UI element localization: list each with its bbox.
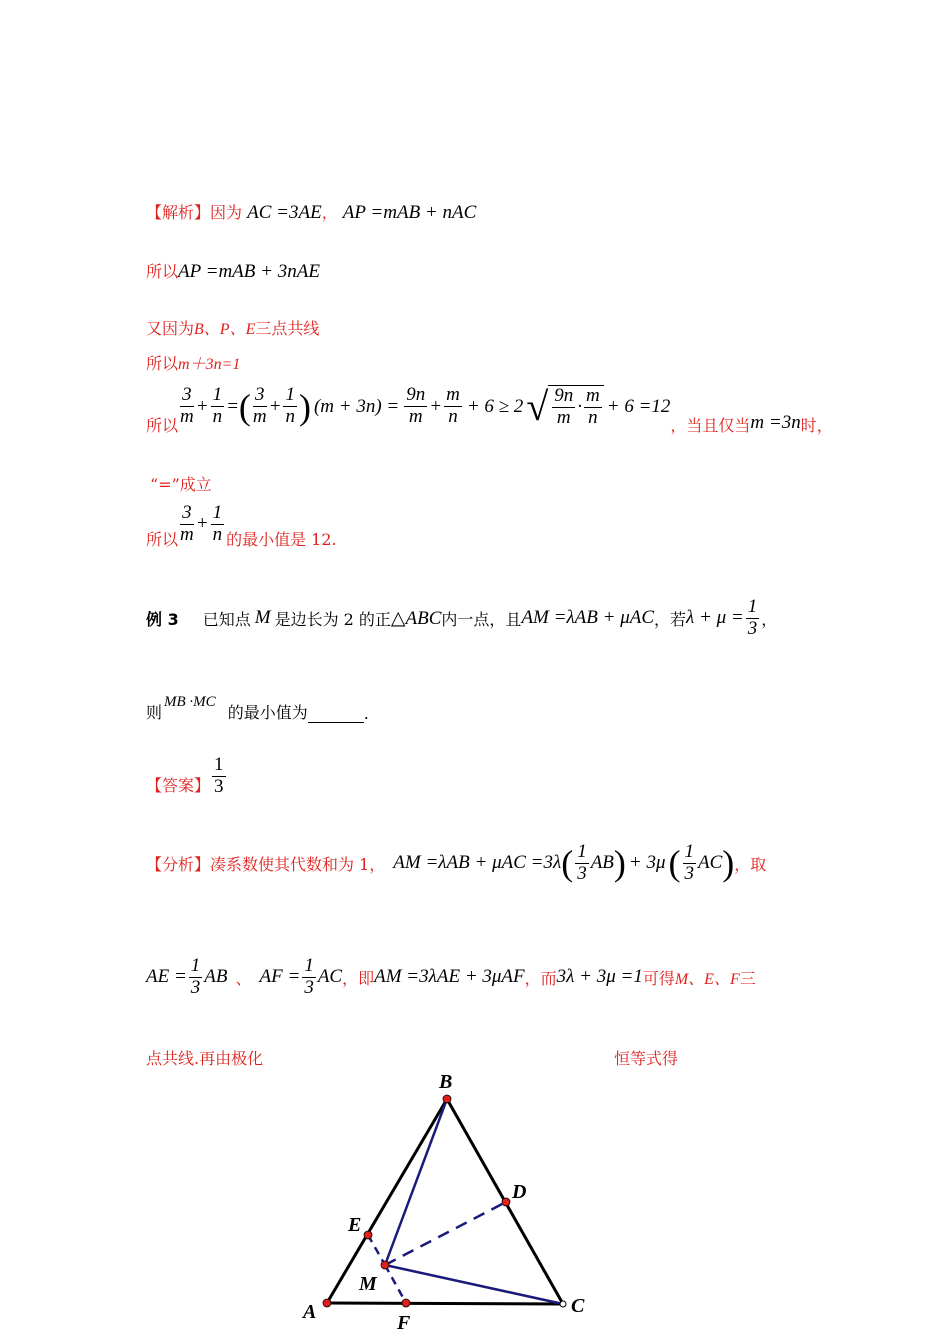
- frac-den: m: [408, 406, 423, 427]
- point-f: [402, 1299, 410, 1307]
- analysis-label: 【分析】: [146, 854, 211, 874]
- analysis-text: 凑系数使其代数和为 1，: [210, 854, 386, 874]
- answer-frac: [212, 755, 226, 798]
- example-t3: 内一点，且: [441, 609, 522, 629]
- example-line: [146, 597, 777, 640]
- line7-prefix: 所以: [146, 529, 179, 549]
- ge-expr: + 6 ≥ 2: [466, 395, 524, 417]
- frac-num: 1: [684, 841, 695, 862]
- line4-eq: m＋3n=1: [178, 356, 241, 373]
- mid-term: + 3μ: [628, 852, 666, 874]
- frac-den: 3: [304, 976, 314, 998]
- vec-ac: AC: [317, 966, 343, 988]
- ask-suffix: 的最小值为: [227, 703, 308, 722]
- frac-num: 9n: [554, 384, 574, 406]
- ask-end: .: [363, 704, 369, 723]
- segment-bm: [385, 1099, 447, 1265]
- analysis2-t4: 三: [739, 968, 756, 988]
- analysis2-eq2: 3λ + 3μ =1: [556, 966, 643, 988]
- frac-num: m: [446, 384, 460, 406]
- analysis-line-3-right: 恒等式得: [614, 1049, 679, 1068]
- point-m: [381, 1261, 389, 1269]
- eq-a: AM =λAB + μAC =3λ: [393, 852, 562, 874]
- plus: +: [195, 513, 209, 535]
- line4-prefix: 所以: [146, 354, 179, 373]
- frac-den: m: [180, 523, 194, 545]
- segment-md-dashed: [385, 1202, 506, 1265]
- label-a: A: [303, 1301, 317, 1323]
- example-t1: 已知点: [202, 609, 251, 629]
- ask-expr: MB ·MC: [164, 694, 216, 710]
- point-d: [502, 1198, 510, 1206]
- dot: ·: [577, 396, 583, 417]
- line3-text-a: 又因为: [146, 319, 195, 338]
- line5-cond: m =3n: [750, 412, 801, 433]
- separator: 、: [235, 968, 252, 988]
- eq-ac-3ae: AC =3AE: [247, 202, 322, 223]
- line5-suffix-b: 时，: [800, 416, 833, 435]
- line-2: [146, 259, 320, 283]
- inequality-expr: $\frac{3}{m}$ + $\frac{1}{n}$ = ( $\frac{3}{m}$ + $\frac{1}{n}$ ) (m + 3n) = $\frac{9n}{m}$ + $\frac{m}{n}$ + 6 ≥ 2 √ $\frac{9n}{m}$ · $\frac{m}{n}$ + 6 =12: [180, 384, 671, 429]
- example-t2: 是边长为 2 的正: [274, 609, 391, 629]
- line-3: [146, 316, 319, 339]
- answer-blank: [308, 722, 364, 723]
- label-e: E: [348, 1214, 362, 1236]
- line-7: [146, 502, 337, 549]
- af-def: [260, 956, 343, 999]
- analysis-tail: ，取: [734, 854, 767, 874]
- sqrt-expr: √ $\frac{9n}{m}$ · $\frac{m}{n}$: [526, 383, 603, 430]
- example-triangle: △ABC: [390, 607, 442, 629]
- frac-num: 1: [212, 384, 223, 406]
- side-ac: [327, 1303, 563, 1304]
- segment-em-dashed: [368, 1235, 385, 1265]
- eq-ap-3nae: AP =mAB + 3nAE: [178, 261, 320, 282]
- example-cond: [686, 597, 761, 640]
- line3-text-b: 三点共线: [255, 319, 320, 338]
- mid-expr: (m + 3n) =: [313, 395, 400, 417]
- frac-den: m: [180, 406, 194, 427]
- point-b: [443, 1095, 451, 1103]
- vec-ac: AC: [698, 852, 723, 874]
- example-eq: AM =λAB + μAC: [521, 607, 655, 629]
- example-label: 例 3: [146, 609, 179, 629]
- line-5: [146, 383, 833, 435]
- plus: +: [268, 395, 282, 417]
- analysis2-t2: ，而: [524, 968, 557, 988]
- frac-num: 1: [190, 955, 201, 976]
- frac-num: 1: [577, 841, 587, 862]
- frac-den: m: [556, 406, 571, 428]
- frac-den: 3: [214, 775, 224, 797]
- line2-prefix: 所以: [146, 262, 179, 281]
- frac-den: 3: [684, 862, 695, 884]
- jiexi-label: 【解析】: [146, 203, 211, 222]
- frac-den: 3: [577, 862, 587, 884]
- frac-den: n: [212, 523, 223, 545]
- frac-den: m: [252, 406, 267, 427]
- line3-points: B、P、E: [194, 321, 256, 338]
- analysis-eq: AM =λAB + μAC =3λ ( $\frac{1}{3}$ AB ) + 3μ ( $\frac{1}{3}$ AC ): [393, 841, 735, 884]
- equals: =: [226, 395, 239, 417]
- frac-num: 1: [212, 502, 223, 523]
- frac-num: 1: [214, 754, 224, 775]
- frac-num: 1: [285, 384, 295, 406]
- analysis2-eq: AM =3λAE + 3μAF: [374, 966, 525, 988]
- ask-prefix: 则: [146, 703, 163, 722]
- label-d: D: [512, 1181, 527, 1203]
- eq-ap: AP =mAB + nAC: [342, 202, 477, 223]
- frac-num: 3: [255, 384, 265, 406]
- example-t4: ，若: [654, 609, 687, 629]
- analysis-line: [146, 842, 766, 885]
- analysis2-points: M、E、F: [674, 970, 740, 988]
- point-a: [323, 1299, 331, 1307]
- point-e: [364, 1231, 372, 1239]
- analysis-line-3: 点共线.再由极化: [146, 1049, 264, 1068]
- label-b: B: [439, 1071, 453, 1093]
- frac-num: 9n: [406, 384, 426, 406]
- label-m: M: [359, 1273, 377, 1295]
- line7-suffix: 的最小值是 12.: [226, 529, 337, 549]
- frac-num: 1: [747, 596, 758, 617]
- analysis2-t1: ，即: [342, 968, 375, 988]
- frac-den: 3: [190, 976, 201, 998]
- frac-den: n: [285, 406, 295, 427]
- point-c: [560, 1301, 566, 1307]
- jiexi-line: [146, 200, 476, 224]
- frac-den: n: [212, 406, 223, 427]
- plus: +: [429, 395, 443, 417]
- line5-prefix: 所以: [146, 416, 179, 435]
- cond-text: λ + μ =: [686, 607, 744, 629]
- vec-ab: AB: [204, 966, 228, 988]
- line-4: [146, 351, 240, 374]
- triangle-figure: [290, 1068, 620, 1338]
- example-t5: ，: [761, 609, 778, 629]
- ae-def: [146, 956, 228, 999]
- jiexi-intro: 因为: [210, 203, 243, 222]
- line5-suffix-a: ，当且仅当: [670, 416, 751, 435]
- frac-num: 3: [182, 384, 192, 406]
- label-f: F: [397, 1312, 411, 1334]
- tail-expr: + 6 =12: [606, 395, 671, 417]
- answer-line: [146, 755, 228, 798]
- ae-eq: AE =: [146, 966, 187, 988]
- line7-expr: [178, 503, 226, 546]
- frac-num: 1: [304, 955, 314, 976]
- side-ab: [327, 1099, 447, 1303]
- frac-den: 3: [747, 617, 758, 639]
- frac-den: n: [588, 406, 598, 428]
- af-eq: AF =: [259, 966, 301, 988]
- vec-ab: AB: [590, 852, 614, 874]
- label-c: C: [571, 1295, 585, 1317]
- frac-num: m: [586, 384, 600, 406]
- segment-mc: [385, 1265, 563, 1304]
- analysis2-t3: 可得: [642, 968, 675, 988]
- ask-line: [146, 694, 369, 723]
- frac-den: n: [448, 406, 458, 427]
- example-m: M: [254, 607, 271, 629]
- line-6: “=”成立: [150, 475, 212, 494]
- plus: +: [195, 395, 209, 417]
- segment-mf-dashed: [385, 1265, 406, 1303]
- comma: ，: [321, 203, 338, 222]
- answer-label: 【答案】: [146, 775, 211, 795]
- analysis-line-2: [146, 956, 756, 999]
- frac-num: 3: [182, 502, 192, 523]
